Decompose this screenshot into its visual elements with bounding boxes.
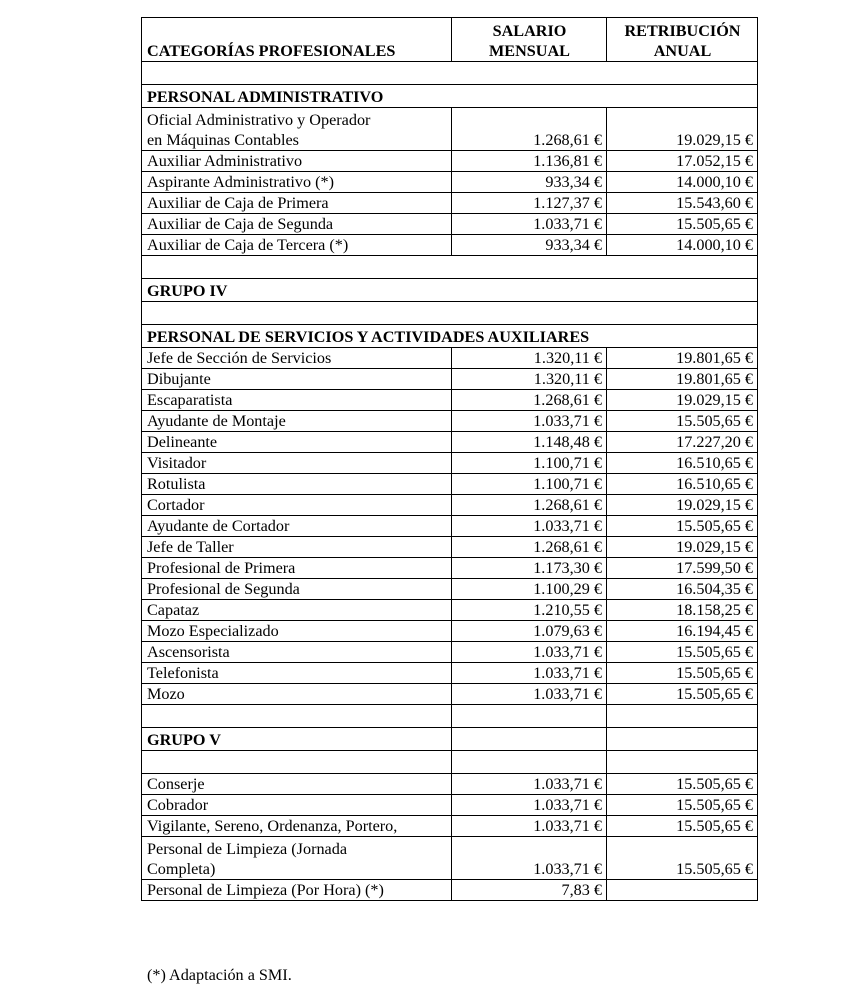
table-row [142,474,758,495]
servicios-rows [142,348,758,705]
annual-retribution-cell: 14.000,10 € [607,235,758,256]
table-row [142,390,758,411]
category-name-cell: Profesional de Primera [142,558,452,579]
monthly-salary-cell: 1.033,71 € [452,214,607,235]
blank-row [142,705,758,728]
annual-retribution-cell: 15.505,65 € [607,214,758,235]
table-row [142,837,758,880]
table-row [142,348,758,369]
category-name-cell: Mozo Especializado [142,621,452,642]
monthly-salary-cell: 1.268,61 € [452,390,607,411]
table-row [142,621,758,642]
header-annual-line2: ANUAL [653,42,712,60]
category-name-cell: Auxiliar de Caja de Segunda [142,214,452,235]
annual-retribution-cell: 15.505,65 € [607,642,758,663]
header-annual-line1: RETRIBUCIÓN [624,22,741,40]
section-row [142,325,758,348]
salary-table [141,17,758,901]
monthly-salary-cell: 1.033,71 € [452,642,607,663]
monthly-salary-cell: 1.268,61 € [452,108,607,151]
monthly-salary-cell: 1.173,30 € [452,558,607,579]
monthly-salary-cell: 1.100,71 € [452,453,607,474]
monthly-salary-cell: 1.033,71 € [452,411,607,432]
annual-retribution-cell: 19.029,15 € [607,495,758,516]
annual-retribution-cell: 18.158,25 € [607,600,758,621]
monthly-salary-cell: 1.100,71 € [452,474,607,495]
table-row [142,558,758,579]
category-name-cell: Auxiliar de Caja de Primera [142,193,452,214]
annual-retribution-cell [607,880,758,901]
category-name-cell [142,837,452,880]
annual-retribution-cell: 17.599,50 € [607,558,758,579]
category-name-cell: Cortador [142,495,452,516]
section-row [142,85,758,108]
blank-row [142,751,758,774]
monthly-salary-cell: 7,83 € [452,880,607,901]
table-row [142,235,758,256]
table-row [142,684,758,705]
table-row [142,495,758,516]
category-name-cell: Personal de Limpieza (Por Hora) (*) [142,880,452,901]
monthly-salary-cell: 1.079,63 € [452,621,607,642]
annual-retribution-cell: 15.505,65 € [607,663,758,684]
blank-cell [142,705,452,728]
category-name-cell: Delineante [142,432,452,453]
category-name-line: Completa) [147,860,216,878]
monthly-salary-cell: 1.268,61 € [452,537,607,558]
header-monthly-line2: MENSUAL [489,42,570,60]
category-name-line: en Máquinas Contables [147,131,299,149]
monthly-salary-cell: 1.033,71 € [452,684,607,705]
table-row [142,369,758,390]
table-row [142,214,758,235]
blank-cell [142,751,452,774]
category-name-cell: Rotulista [142,474,452,495]
blank-cell [452,728,607,751]
table-row [142,151,758,172]
table-row [142,579,758,600]
blank-cell [452,751,607,774]
section-row [142,728,758,751]
monthly-salary-cell: 1.033,71 € [452,516,607,537]
table-row [142,516,758,537]
category-name-cell: Conserje [142,774,452,795]
annual-retribution-cell: 15.505,65 € [607,774,758,795]
table-row [142,663,758,684]
table-row [142,453,758,474]
category-name-cell: Jefe de Sección de Servicios [142,348,452,369]
annual-retribution-cell: 15.505,65 € [607,816,758,837]
monthly-salary-cell: 1.127,37 € [452,193,607,214]
monthly-salary-cell: 1.100,29 € [452,579,607,600]
category-name-cell: Dibujante [142,369,452,390]
annual-retribution-cell: 15.505,65 € [607,795,758,816]
category-name-cell: Escaparatista [142,390,452,411]
annual-retribution-cell: 19.029,15 € [607,108,758,151]
annual-retribution-cell: 15.543,60 € [607,193,758,214]
annual-retribution-cell: 15.505,65 € [607,684,758,705]
annual-retribution-cell: 16.504,35 € [607,579,758,600]
blank-row [142,256,758,279]
category-name-cell: Vigilante, Sereno, Ordenanza, Portero, [142,816,452,837]
monthly-salary-cell: 1.148,48 € [452,432,607,453]
category-name-cell: Aspirante Administrativo (*) [142,172,452,193]
monthly-salary-cell: 1.136,81 € [452,151,607,172]
blank-cell [142,62,758,85]
category-name-cell [142,108,452,151]
category-name-line: Personal de Limpieza (Jornada [147,840,348,858]
category-name-cell: Auxiliar de Caja de Tercera (*) [142,235,452,256]
header-annual-retribution [607,18,758,62]
blank-cell [452,705,607,728]
category-name-cell: Cobrador [142,795,452,816]
monthly-salary-cell: 1.033,71 € [452,816,607,837]
section-row [142,279,758,302]
monthly-salary-cell: 1.033,71 € [452,663,607,684]
section-title-admin: PERSONAL ADMINISTRATIVO [142,85,758,108]
category-name-line: Oficial Administrativo y Operador [147,111,371,129]
category-name-cell: Auxiliar Administrativo [142,151,452,172]
annual-retribution-cell: 15.505,65 € [607,411,758,432]
blank-cell [607,751,758,774]
monthly-salary-cell: 1.268,61 € [452,495,607,516]
monthly-salary-cell: 933,34 € [452,172,607,193]
table-row [142,600,758,621]
annual-retribution-cell: 19.029,15 € [607,537,758,558]
table-row [142,108,758,151]
table-header-row [142,18,758,62]
category-name-cell: Ayudante de Cortador [142,516,452,537]
annual-retribution-cell: 16.510,65 € [607,453,758,474]
annual-retribution-cell: 16.194,45 € [607,621,758,642]
annual-retribution-cell: 15.505,65 € [607,837,758,880]
annual-retribution-cell: 14.000,10 € [607,172,758,193]
header-category: CATEGORÍAS PROFESIONALES [142,18,452,62]
annual-retribution-cell: 17.227,20 € [607,432,758,453]
footnote: (*) Adaptación a SMI. [147,966,292,984]
category-name-cell: Jefe de Taller [142,537,452,558]
table-row [142,774,758,795]
monthly-salary-cell: 1.320,11 € [452,369,607,390]
table-row [142,537,758,558]
table-row [142,432,758,453]
annual-retribution-cell: 16.510,65 € [607,474,758,495]
table-row [142,642,758,663]
monthly-salary-cell: 933,34 € [452,235,607,256]
annual-retribution-cell: 19.801,65 € [607,369,758,390]
category-name-cell: Ascensorista [142,642,452,663]
header-monthly-salary [452,18,607,62]
blank-cell [607,705,758,728]
annual-retribution-cell: 19.801,65 € [607,348,758,369]
section-title-servicios: PERSONAL DE SERVICIOS Y ACTIVIDADES AUXILIARES [142,325,758,348]
grupo-v-rows [142,774,758,901]
category-name-cell: Visitador [142,453,452,474]
table-row [142,880,758,901]
table-row [142,172,758,193]
blank-row [142,302,758,325]
annual-retribution-cell: 17.052,15 € [607,151,758,172]
blank-cell [142,256,758,279]
annual-retribution-cell: 19.029,15 € [607,390,758,411]
category-name-cell: Capataz [142,600,452,621]
annual-retribution-cell: 15.505,65 € [607,516,758,537]
header-monthly-line1: SALARIO [492,22,567,40]
monthly-salary-cell: 1.210,55 € [452,600,607,621]
monthly-salary-cell: 1.033,71 € [452,795,607,816]
category-name-cell: Telefonista [142,663,452,684]
section-title-grupo-v: GRUPO V [142,728,452,751]
table-row [142,795,758,816]
category-name-cell: Mozo [142,684,452,705]
blank-cell [607,728,758,751]
monthly-salary-cell: 1.033,71 € [452,837,607,880]
table-row [142,193,758,214]
blank-cell [142,302,758,325]
admin-rows [142,108,758,256]
category-name-cell: Profesional de Segunda [142,579,452,600]
table-row [142,411,758,432]
blank-row [142,62,758,85]
section-title-grupo-iv: GRUPO IV [142,279,758,302]
monthly-salary-cell: 1.033,71 € [452,774,607,795]
category-name-cell: Ayudante de Montaje [142,411,452,432]
table-row [142,816,758,837]
monthly-salary-cell: 1.320,11 € [452,348,607,369]
